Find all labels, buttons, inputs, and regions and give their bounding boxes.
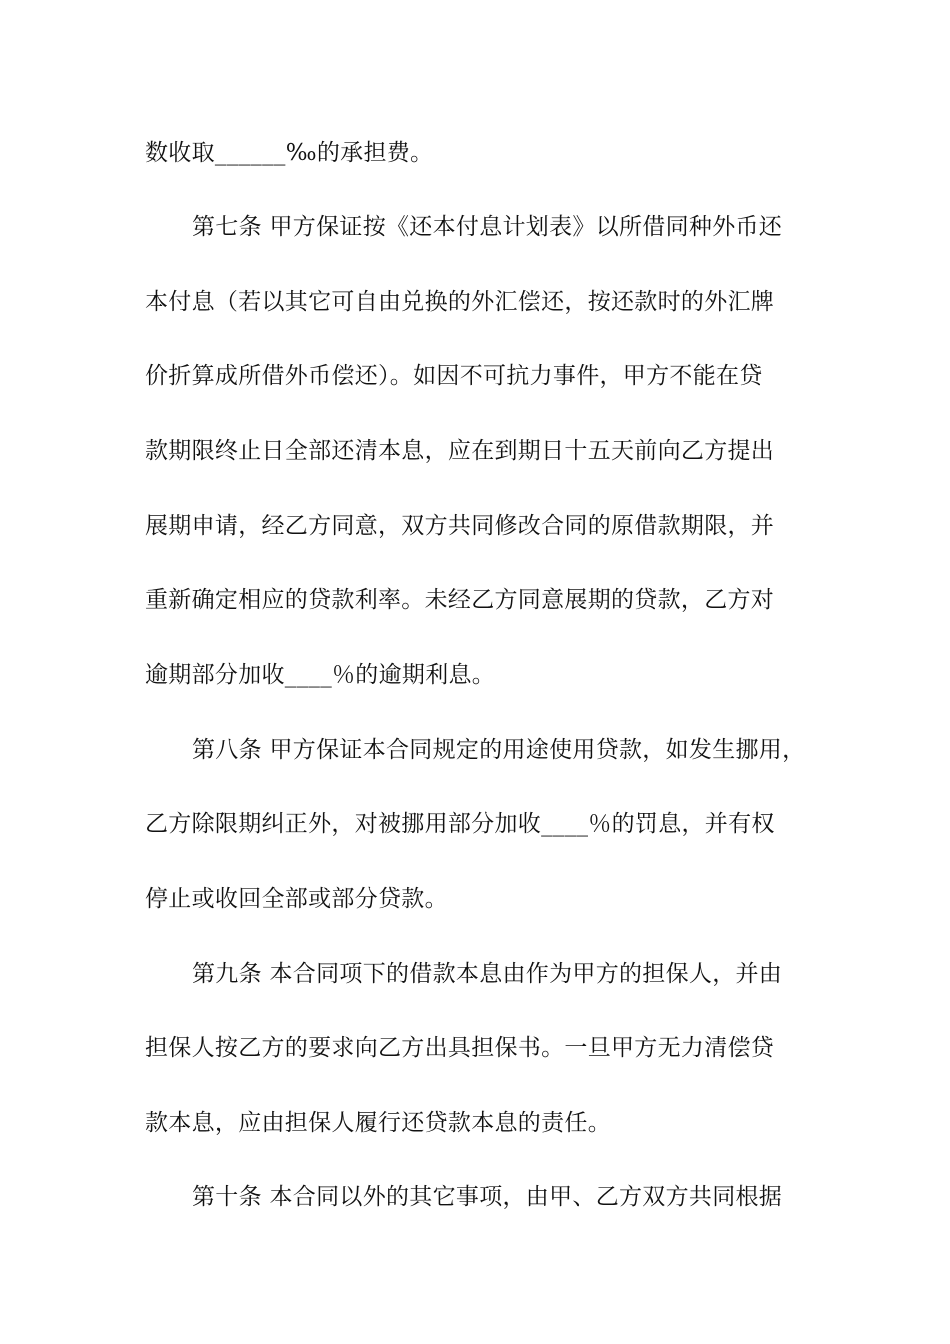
article-10-heading-line: 第十条 本合同以外的其它事项，由甲、乙方双方共同根据 [192,1184,783,1210]
text-line: 数收取______‰的承担费。 [145,140,434,166]
article-9-heading-line: 第九条 本合同项下的借款本息由作为甲方的担保人，并由 [192,961,783,987]
text-line: 价折算成所借外币偿还）。如因不可抗力事件，甲方不能在贷 [145,363,763,389]
article-7-heading-line: 第七条 甲方保证按《还本付息计划表》以所借同种外币还 [192,214,783,240]
text-line: 担保人按乙方的要求向乙方出具担保书。一旦甲方无力清偿贷 [145,1035,775,1061]
text-line: 本付息（若以其它可自由兑换的外汇偿还，按还款时的外汇牌 [145,289,775,315]
text-line: 展期申请，经乙方同意，双方共同修改合同的原借款期限，并 [145,513,775,539]
text-line: 款期限终止日全部还清本息，应在到期日十五天前向乙方提出 [145,438,775,464]
article-8-heading-line: 第八条 甲方保证本合同规定的用途使用贷款，如发生挪用， [192,737,806,763]
text-line: 逾期部分加收____％的逾期利息。 [145,662,496,688]
text-line: 停止或收回全部或部分贷款。 [145,886,448,912]
text-line: 款本息，应由担保人履行还贷款本息的责任。 [145,1110,611,1136]
text-line: 乙方除限期纠正外，对被挪用部分加收____％的罚息，并有权 [145,811,775,837]
text-line: 重新确定相应的贷款利率。未经乙方同意展期的贷款，乙方对 [145,587,775,613]
